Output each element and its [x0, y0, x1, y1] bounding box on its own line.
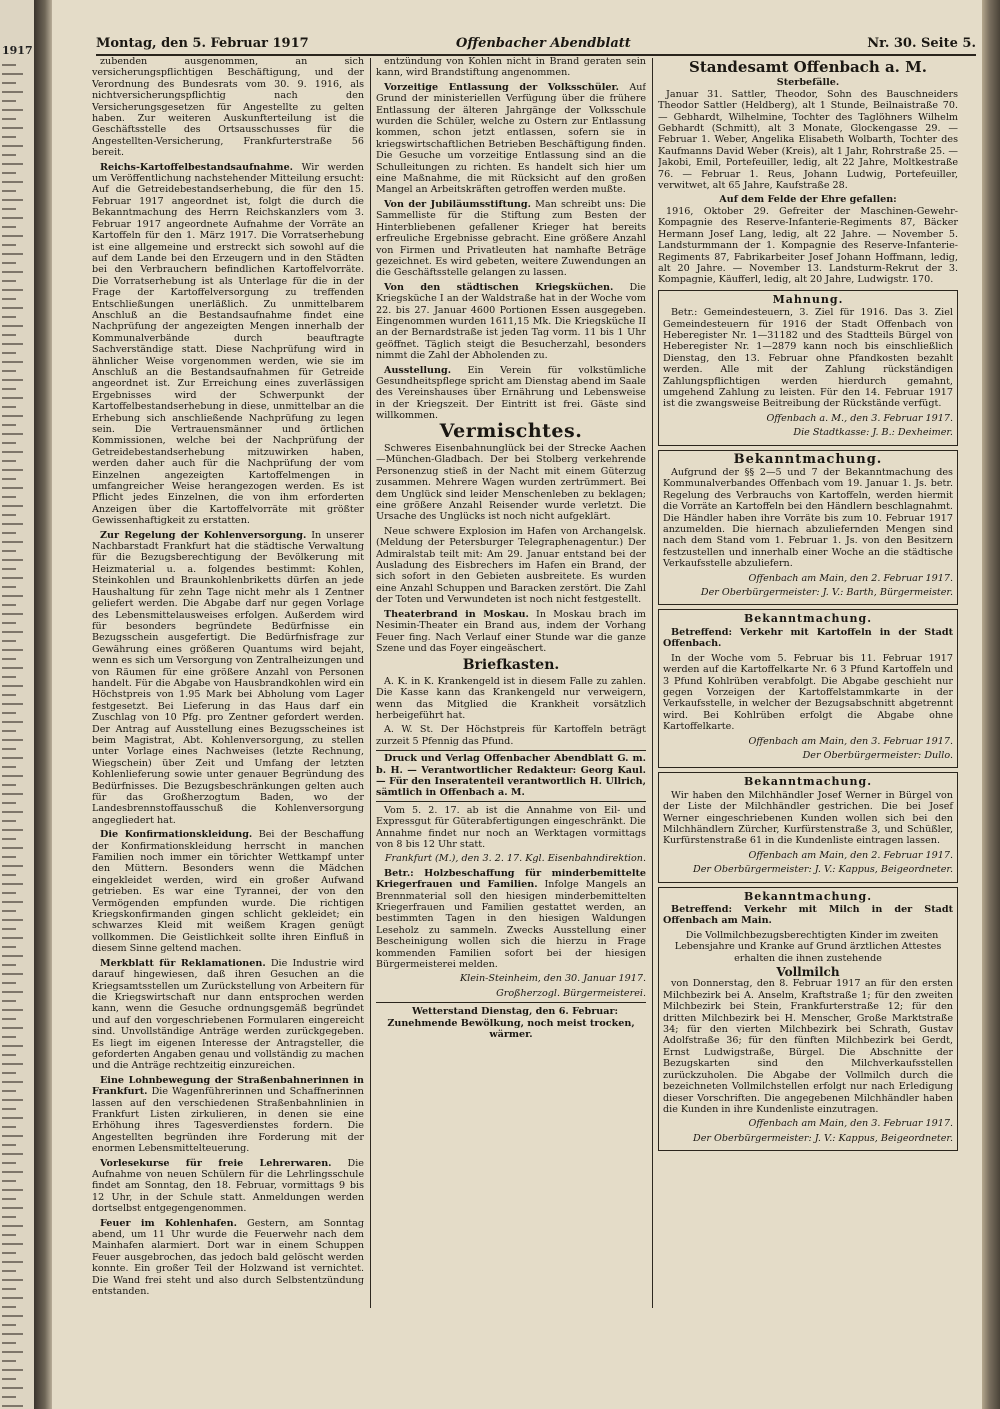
previous-page-line — [2, 1369, 23, 1371]
previous-page-line — [2, 694, 16, 696]
body-theaterbrand: In Moskau brach im Nesimin-Theater ein Brand aus, indem der Vorhang Feuer fing. Nach Verlauf einer Stunde war die ganze Szene und das Foyer eingeäschert. — [376, 608, 646, 654]
previous-page-line — [2, 1108, 16, 1110]
previous-page-line — [2, 622, 16, 624]
body-kriegskuechen: Die Kriegsküche I an der Waldstraße hat in der Woche vom 22. bis 27. Januar 4600 Portionen Essen ausgegeben. Eingenommen wurden 1611,15 Mk. Die Kriegsküche II an der Bernardstraße ist jeden Tag vorm. 11 bis 1 Uhr geöffnet. Täglich steigt die Besucherzahl, besonders nimmt die Zahl der Abholenden zu. — [376, 281, 646, 362]
previous-page-line — [2, 352, 16, 354]
previous-page-line — [2, 406, 16, 408]
previous-page-line — [2, 811, 23, 813]
notice-mahnung-date: Offenbach a. M., den 3. Februar 1917. — [766, 412, 953, 424]
notice-kartoffelverkehr-body: In der Woche vom 5. Februar bis 11. Februar 1917 werden auf die Kartoffelkarte Nr. 6 3 Pfund Kartoffeln und 3 Pfund Kohlrüben verabfolgt. Die Abgabe geschieht nur gegen Vorzeigen der Kartoffelstammkarte in der Verkaufsstelle, in welcher der Bezugsabschnitt abgetrennt wird. Bei Kohlrüben erfolgt die Abgabe ohne Kartoffelkarte. — [663, 652, 953, 733]
previous-page-line — [2, 784, 16, 786]
previous-page-line — [2, 1387, 23, 1389]
previous-page-header: 1917 — [2, 44, 33, 57]
previous-page-line — [2, 946, 16, 948]
previous-page-line — [2, 1081, 23, 1083]
previous-page-line — [2, 1009, 23, 1011]
previous-page-line — [2, 1324, 16, 1326]
body-holzbeschaffung: Infolge Mangels an Brennmaterial soll den hiesigen minderbemittelten Kriegerfrauen und Familien gestattet werden, an bestimmten Tagen in den hiesigen Waldungen Leseholz zu sammeln. Zwecks Ausstellung einer Bescheinigung wollen sich die hierzu in Frage kommenden Familien sofort bei der hiesigen Bürgermeisterei melden. — [376, 879, 646, 971]
previous-page-line — [2, 100, 16, 102]
briefkasten-entry-1: A. K. in K. Krankengeld ist in diesem Falle zu zahlen. Die Kasse kann das Krankengeld nur verweigern, wenn das Mitglied die Krankheit vorsätzlich herbeigeführt hat. — [376, 675, 646, 721]
article-kohlenhafen — [92, 1218, 364, 1298]
body-ausstellung: Ein Verein für volkstümliche Gesundheitspflege spricht am Dienstag abend im Saale des Vereinshauses über Ernährung und Lebensweise in der Kriegszeit. Der Eintritt ist frei. Gäste sind willkommen. — [376, 364, 646, 422]
previous-page-line — [2, 424, 16, 426]
previous-page-line — [2, 325, 23, 327]
notice-vollmilch-date: Offenbach am Main, den 3. Februar 1917. — [748, 1118, 953, 1130]
notice-vollmilch-body: von Donnerstag, den 8. Februar 1917 an für den ersten Milchbezirk bei A. Anselm, Kraftstraße 1; für den zweiten Milchbezirk bei Stein, Frankfurterstraße 12; für den dritten Milchbezirk bei H. Menscher, Große Marktstraße 34; für den vierten Milchbezirk bei Schrath, Gustav Adolfstraße 36; für den fünften Milchbezirk bei Gerdt, Ernst Ludwigstraße, Bürgel. Die Abschnitte der Bezugskarten sind den Milchverkaufsstellen zurückzuholen. Die Abgabe der Vollmilch durch die bezeichneten Vollmilchstellen erfolgt nur nach Erledigung dieser Vorschriften. Die angegebenen Milchhändler haben die Kunden in ihre Kundenliste einzutragen. — [663, 978, 953, 1115]
previous-page-line — [2, 1045, 23, 1047]
previous-page-line — [2, 649, 23, 651]
notice-milchhaendler — [658, 772, 958, 882]
notice-milchhaendler-date: Offenbach am Main, den 2. Februar 1917. — [748, 849, 953, 861]
notice-mahnung-title: Mahnung. — [772, 292, 844, 306]
previous-page-line — [2, 262, 16, 264]
article-volksschueler — [376, 82, 646, 196]
article-ausstellung — [376, 365, 646, 422]
previous-page-line — [2, 244, 16, 246]
article-angestellte: zubenden ausgenommen, an sich versicherungspflichtigen Beschäftigung, und der Verordnung des Bundesrats vom 30. 9. 1916, als nichtversicherungspflichtig nach den Versicherungsgesetzen für Angestellte zu gelten haben. Zur weiteren Auskunfterteilung ist die Geschäftsstelle des Ortsausschusses für die Angestellten-Versicherung, Frankfurterstraße 56 bereit. — [92, 56, 364, 159]
notice-milchhaendler-body: Wir haben den Milchhändler Josef Werner in Bürgel von der Liste der Milchhändler gestrichen. Die bei Josef Werner eingeschriebenen Kunden wollen sich bei den Milchhändlern Zürcher, Kurfürstenstraße 3, und Schüßler, Kurfürstenstraße 61 in die Kundenliste eintragen lassen. — [663, 789, 953, 847]
previous-page-line — [2, 640, 16, 642]
heading-ausstellung: Ausstellung. — [384, 364, 452, 376]
previous-page-line — [2, 568, 16, 570]
heading-volksschueler: Vorzeitige Entlassung der Volksschüler. — [384, 81, 619, 93]
previous-page-line — [2, 190, 16, 192]
previous-page-line — [2, 478, 16, 480]
previous-page-line — [2, 865, 23, 867]
body-jubilaeum: Man schreibt uns: Die Sammelliste für die Stiftung zum Besten der Hinterbliebenen gefallener Krieger hat bereits erfreuliche Ergebnisse gebracht. Eine größere Anzahl von Firmen und Privatleuten hat namhafte Beträge gezeichnet. Es wird gebeten, weitere Zuwendungen an die Geschäftsstelle gelangen zu lassen. — [376, 198, 646, 279]
previous-page-line — [2, 82, 16, 84]
previous-page-line — [2, 343, 23, 345]
previous-page-line — [2, 334, 16, 336]
notice-kartoffelverkehr — [658, 609, 958, 768]
heading-vorlesekurse: Vorlesekurse für freie Lehrerwaren. — [100, 1157, 332, 1169]
previous-page-line — [2, 1333, 23, 1335]
previous-page-line — [2, 307, 23, 309]
previous-page-line — [2, 388, 16, 390]
previous-page-line — [2, 73, 23, 75]
column-rule-2 — [652, 58, 653, 1308]
previous-page-line — [2, 1216, 16, 1218]
previous-page-line — [2, 802, 16, 804]
previous-page-line — [2, 154, 16, 156]
previous-page-line — [2, 1135, 23, 1137]
body-volksschueler: Auf Grund der ministeriellen Verfügung über die frühere Entlassung der älteren Jahrgänge der Volksschule wurden die Schüler, welche zu Ostern zur Entlassung kommen, schon jetzt entlassen, sofern sie in kriegswirtschaftlichen Betrieben Beschäftigung finden. Die Gesuche um vorzeitige Entlassung sind an die Schulleitungen zu richten. Es handelt sich hier um eine Maßnahme, die mit Rücksicht auf den großen Mangel an Arbeitskräften getroffen werden mußte. — [376, 81, 646, 196]
column-rule-1 — [370, 58, 371, 1308]
previous-page-line — [2, 181, 23, 183]
previous-page-line — [2, 748, 16, 750]
previous-page-line — [2, 973, 23, 975]
notice-beschlagnahme-date: Offenbach am Main, den 2. Februar 1917. — [748, 572, 953, 584]
previous-page-line — [2, 730, 16, 732]
article-reklamationen — [92, 958, 364, 1072]
previous-page-line — [2, 1306, 16, 1308]
previous-page-line — [2, 1144, 16, 1146]
previous-page-line — [2, 892, 16, 894]
previous-page-line — [2, 1036, 16, 1038]
notice-kartoffel-beschlagnahme — [658, 450, 958, 606]
previous-page-line — [2, 928, 16, 930]
heading-kriegskuechen: Von den städtischen Kriegsküchen. — [384, 281, 614, 293]
notice-milchhaendler-title: Bekanntmachung. — [743, 775, 873, 789]
article-theaterbrand — [376, 609, 646, 655]
previous-page-line — [2, 1063, 23, 1065]
previous-page-line — [2, 964, 16, 966]
previous-page-line — [2, 874, 16, 876]
previous-page-line — [2, 442, 16, 444]
notice-vollmilch — [658, 887, 958, 1152]
previous-page-line — [2, 667, 23, 669]
previous-page-line — [2, 361, 23, 363]
previous-page-line — [2, 937, 23, 939]
previous-page-line — [2, 982, 16, 984]
previous-page-line — [2, 1207, 23, 1209]
previous-page-line — [2, 919, 23, 921]
previous-page-line — [2, 703, 23, 705]
previous-page-line — [2, 1279, 23, 1281]
previous-page-line — [2, 469, 23, 471]
notice-kartoffelverkehr-subject: Betreffend: Verkehr mit Kartoffeln in der Stadt Offenbach. — [663, 626, 953, 650]
notice-beschlagnahme-body: Aufgrund der §§ 2—5 und 7 der Bekanntmachung des Kommunalverbandes Offenbach vom 19. Januar 1. Js. betr. Regelung des Verbrauchs von Kartoffeln, werden hiermit die Vorräte an Kartoffeln bei den Händlern beschlagnahmt. Die Händler haben ihre Vorräte bis zum 10. Februar 1917 anzumelden. Die hiernach abzuliefernden Mengen sind nach dem Stand vom 1. Februar 1. Js. von den Besitzern festzustellen und innerhalb einer Woche an die städtische Verkaufsstelle abzuliefern. — [663, 467, 953, 570]
previous-page-line — [2, 397, 23, 399]
previous-page-line — [2, 685, 23, 687]
notice-beschlagnahme-signature: Der Oberbürgermeister: J. V.: Barth, Bürgermeister. — [700, 587, 953, 599]
notice-holzbeschaffung — [376, 868, 646, 971]
notice-kartoffelverkehr-date: Offenbach am Main, den 3. Februar 1917. — [748, 735, 953, 747]
previous-page-line — [2, 298, 16, 300]
previous-page-line — [2, 1018, 16, 1020]
notice-vollmilch-signature: Der Oberbürgermeister: J. V.: Kappus, Beigeordneter. — [693, 1132, 953, 1144]
section-title-vermischtes: Vermischtes. — [439, 419, 583, 442]
previous-page-line — [2, 1315, 23, 1317]
column-2 — [376, 56, 646, 1306]
previous-page-line — [2, 1270, 16, 1272]
article-kartoffelbestand — [92, 162, 364, 527]
article-archangelsk: Neue schwere Explosion im Hafen von Archangelsk. (Meldung der Petersburger Telegraphenagentur.) Der Admiralstab teilt mit: Am 29. Januar entstand bei der Ausladung des Eisbrechers im Hafen ein Brand, der sich sofort in den Gebieten ausbreitete. Es wurden eine Anzahl Schuppen und Baracken zerstört. Die Zahl der Toten und Verwundeten ist noch nicht festgestellt. — [376, 525, 646, 606]
previous-page-line — [2, 1027, 23, 1029]
previous-page-line — [2, 712, 16, 714]
masthead-paper-name: Offenbacher Abendblatt — [456, 36, 631, 51]
previous-page-line — [2, 370, 16, 372]
body-reklamationen: Die Industrie wird darauf hingewiesen, daß ihren Gesuchen an die Kriegsamtsstellen um Zurückstellung von Arbeitern für die Kriegswirtschaft nur dann entsprochen werden kann, wenn die Gesuche ordnungsgemäß begründet und auf den vorgeschriebenen Formularen eingereicht sind. Unvollständige Anträge werden zurückgegeben. Es liegt im eigenen Interesse der Antragsteller, die geforderten Angaben genau und vollständig zu machen und die Anträge rechtzeitig einzureichen. — [92, 957, 364, 1072]
section-title-briefkasten: Briefkasten. — [462, 657, 560, 674]
previous-page-line — [2, 1360, 16, 1362]
article-lohnbewegung — [92, 1075, 364, 1155]
notice-eisenbahn: Vom 5. 2. 17. ab ist die Annahme von Eil- und Expressgut für Güterabfertigungen eingeschränkt. Die Annahme findet nur noch an Werktagen vormittags von 8 bis 12 Uhr statt. — [376, 804, 646, 850]
previous-page-line — [2, 1243, 23, 1245]
heading-kartoffelbestand: Reichs-Kartoffelbestandsaufnahme. — [100, 161, 294, 173]
heading-kohlenversorgung: Zur Regelung der Kohlenversorgung. — [100, 529, 307, 541]
previous-page-line — [2, 757, 23, 759]
previous-page-line — [2, 118, 16, 120]
previous-page-line — [2, 109, 23, 111]
notice-mahnung-signature: Die Stadtkasse: J. B.: Dexheimer. — [793, 427, 953, 439]
previous-page-line — [2, 217, 23, 219]
previous-page-line — [2, 1198, 16, 1200]
masthead — [96, 34, 976, 56]
previous-page-line — [2, 991, 23, 993]
previous-page-line — [2, 1117, 23, 1119]
heading-kohlenhafen: Feuer im Kohlenhafen. — [100, 1217, 237, 1229]
previous-page-line — [2, 1378, 16, 1380]
standesamt-sterbefaelle: Januar 31. Sattler, Theodor, Sohn des Bauschneiders Theodor Sattler (Heldberg), alt 1 Stunde, Beilnaistraße 70. — Gebhardt, Wilhelmine, Tochter des Taglöhners Wilhelm Gebhardt (Schmitt), alt 3 Monate, Glockengasse 29. — Februar 1. Weber, Angelika Elisabeth Wolbarth, Tochter des Kaufmanns David Weber (Kreis), alt 1 Jahr, Rohrstraße 25. — Jakobi, Emil, Portefeuiller, ledig, alt 22 Jahre, Moltkestraße 76. — Februar 1. Reus, Johann Ludwig, Portefeuiller, verwitwet, alt 65 Jahre, Kaufstraße 28. — [658, 88, 958, 192]
previous-page-line — [2, 910, 16, 912]
notice-mahnung — [658, 290, 958, 446]
notice-mahnung-body: Betr.: Gemeindesteuern, 3. Ziel für 1916. Das 3. Ziel Gemeindesteuern für 1916 der Stadt Offenbach von Heberegister Nr. 1—31182 und des Stadtteils Bürgel von Heberegister Nr. 1—2879 kann noch bis einschließlich Dienstag, den 13. Februar ohne Pfandkosten bezahlt werden. Alle mit der Zahlung rückständigen Zahlungspflichtigen werden hierdurch gemahnt, umgehend Zahlung zu leisten. Für den 14. Februar 1917 ist die zwangsweise Beitreibung der Rückstände verfügt. — [663, 307, 953, 410]
body-konfirmation: Bei der Beschaffung der Konfirmationskleidung herrscht in manchen Familien noch immer ein törichter Wettkampf unter den Müttern. Besonders wenn die Mädchen eingekleidet werden, wird ein großer Aufwand getrieben. Es war eine Tyrannei, der von den Vermögenden empfunden wurde. Die richtigen Kriegskonfirmanden gingen schlicht gekleidet; ein schwarzes Kleid mit weißem Kragen genügt vollkommen. Die Geistlichkeit sollte ihren Einfluß in diesem Sinne geltend machen. — [92, 829, 364, 955]
previous-page-line — [2, 172, 16, 174]
notice-vollmilch-title: Bekanntmachung. — [743, 889, 873, 903]
previous-page-line — [2, 199, 23, 201]
previous-page-line — [2, 1297, 23, 1299]
notice-milchhaendler-signature: Der Oberbürgermeister: J. V.: Kappus, Beigeordneter. — [693, 864, 953, 876]
previous-page-line — [2, 1072, 16, 1074]
previous-page-line — [2, 514, 16, 516]
previous-page-line — [2, 1180, 16, 1182]
previous-page-line — [2, 163, 23, 165]
previous-page-line — [2, 208, 16, 210]
previous-page-line — [2, 1000, 16, 1002]
previous-page-line — [2, 550, 16, 552]
book-edge — [982, 0, 1000, 1409]
previous-page-line — [2, 280, 16, 282]
previous-page-line — [2, 721, 23, 723]
previous-page-line — [2, 235, 23, 237]
heading-reklamationen: Merkblatt für Reklamationen. — [100, 957, 266, 969]
previous-page-line — [2, 433, 23, 435]
previous-page-line — [2, 487, 23, 489]
previous-page-line — [2, 64, 16, 66]
newspaper-page — [52, 0, 982, 1409]
previous-page-line — [2, 541, 23, 543]
notice-vollmilch-heading: Vollmilch — [776, 965, 840, 980]
previous-page-line — [2, 856, 16, 858]
previous-page-line — [2, 793, 23, 795]
previous-page-line — [2, 1342, 16, 1344]
article-kriegskuechen — [376, 282, 646, 362]
article-vorlesekurse — [92, 1158, 364, 1215]
previous-page-line — [2, 775, 23, 777]
body-kartoffelbestand: Wir werden um Veröffentlichung nachstehender Mitteilung ersucht: Auf die Getreidebestandserhebung, die für den 15. Februar 1917 angeordnet ist, folgt die durch die Bekanntmachung des Herrn Reichskanzlers vom 3. Februar 1917 angeordnete Aufnahme der Vorräte an Kartoffeln für den 1. März 1917. Die Vorratserhebung ist eine allgemeine und erstreckt sich sowohl auf die auf dem Lande bei den Erzeugern und in den Städten bei den Verbrauchern befindlichen Kartoffelvorräte. Die Vorratserhebung ist als Unterlage für die in der Frage der Kartoffelversorgung zu treffenden Entschließungen unerläßlich. Zu unmittelbarem Anschluß an die Bestandsaufnahme findet eine Nachprüfung der angezeigten Mengen innerhalb der Kommunalverbände durch beauftragte Sachverständige statt. Diese Nachprüfung wird in ähnlicher Weise vorgenommen werden, wie sie im Anschluß an die Bestandsaufnahmen für Getreide angeordnet ist. Zur Erreichung eines zuverlässigen Ergebnisses wird der Schwerpunkt der Kartoffelbestandserhebung in diese, unmittelbar an die Erhebung sich anschließende Nachprüfung zu legen sein. Die Vertrauensmänner und örtlichen Kommissionen, welche bei der Nachprüfung der Getreidebestandserhebung mitzuwirken haben, werden daher auch für die Nachprüfung der vom Einzelnen angezeigten Kartoffelmengen in umfangreicher Weise herangezogen werden. Es ist Pflicht jedes Einzelnen, die von ihm erforderten Anzeigen über die Kartoffelvorräte mit größter Gewissenhaftigkeit zu erstatten. — [92, 161, 364, 527]
previous-page-line — [2, 289, 23, 291]
previous-page-line — [2, 316, 16, 318]
imprint: Druck und Verlag Offenbacher Abendblatt G. m. b. H. — Verantwortlicher Redakteur: Georg Kaul. — Für den Inseratenteil verantwortlich H. Ullrich, sämtlich in Offenbach a. M. — [376, 750, 646, 802]
body-vorlesekurse: Die Aufnahme von neuen Schülern für die Lehrlingsschule findet am Sonntag, den 18. Februar, vormittags 9 bis 12 Uhr, in der Schule statt. Anmeldungen werden dortselbst entgegengenommen. — [92, 1157, 364, 1215]
column-1 — [92, 56, 364, 1306]
article-jubilaeum — [376, 199, 646, 279]
previous-page-line — [2, 1171, 23, 1173]
previous-page-line — [2, 829, 23, 831]
previous-page-line — [2, 586, 16, 588]
previous-page-line — [2, 1225, 23, 1227]
previous-page-line — [2, 955, 23, 957]
previous-page-line — [2, 1162, 16, 1164]
previous-page-line — [2, 766, 16, 768]
previous-page-line — [2, 1396, 16, 1398]
briefkasten-entry-2: A. W. St. Der Höchstpreis für Kartoffeln beträgt zurzeit 5 Pfennig das Pfund. — [376, 724, 646, 747]
previous-page-line — [2, 271, 23, 273]
previous-page-line — [2, 415, 23, 417]
previous-page-line — [2, 631, 23, 633]
previous-page-line — [2, 820, 16, 822]
previous-page-line — [2, 847, 23, 849]
previous-page-line — [2, 460, 16, 462]
heading-holzbeschaffung: Betr.: Holzbeschaffung für minderbemittelte Kriegerfrauen und Familien. — [376, 867, 646, 891]
holzbeschaffung-date: Klein-Steinheim, den 30. Januar 1917. — [460, 973, 646, 985]
previous-page-line — [2, 505, 23, 507]
body-kohlenhafen: Gestern, am Sonntag abend, um 11 Uhr wurde die Feuerwehr nach dem Mainhafen alarmiert. Dort war in einem Schuppen Feuer ausgebrochen, das jedoch bald gelöscht werden konnte. Ein großer Teil der Holzwand ist vernichtet. Die Wand frei steht und also durch Selbstentzündung entstanden. — [92, 1217, 364, 1298]
standesamt-title: Standesamt Offenbach a. M. — [689, 58, 927, 76]
previous-page-line — [2, 1126, 16, 1128]
column-3 — [658, 56, 958, 1306]
previous-page-line — [2, 1252, 16, 1254]
previous-page-line — [2, 532, 16, 534]
previous-page-line — [2, 676, 16, 678]
notice-kartoffelverkehr-title: Bekanntmachung. — [743, 612, 873, 626]
previous-page-line — [2, 883, 23, 885]
previous-page-line — [2, 1090, 16, 1092]
binding-gutter — [34, 0, 52, 1409]
article-konfirmation — [92, 829, 364, 954]
previous-page-line — [2, 577, 23, 579]
previous-page-line — [2, 523, 23, 525]
standesamt-sterbefaelle-heading: Sterbefälle. — [776, 77, 840, 89]
article-kohlenversorgung — [92, 530, 364, 827]
previous-page-line — [2, 226, 16, 228]
heading-konfirmation: Die Konfirmationskleidung. — [100, 829, 253, 841]
previous-page-line — [2, 613, 23, 615]
notice-beschlagnahme-title: Bekanntmachung. — [733, 451, 883, 467]
heading-lohnbewegung: Eine Lohnbewegung der Straßenbahnerinnen in Frankfurt. — [92, 1074, 364, 1098]
previous-page-line — [2, 658, 16, 660]
previous-page-line — [2, 127, 23, 129]
previous-page-line — [2, 595, 23, 597]
previous-page-line — [2, 1261, 23, 1263]
masthead-page-number: Nr. 30. Seite 5. — [867, 36, 976, 51]
standesamt-gefallene: 1916, Oktober 29. Gefreiter der Maschinen-Gewehr-Kompagnie des Reserve-Infanterie-Regiments 87, Bäcker Hermann Josef Lang, ledig, alt 22 Jahre. — November 5. Landsturmmann der 1. Kompagnie des Reserve-Infanterie-Regiments 87, Fabrikarbeiter Josef Johann Hoffmann, ledig, alt 20 Jahre. — November 13. Landsturm-Rekrut der 3. Kompagnie, Käufferl, ledig, alt 20 Jahre, Ludwigstr. 170. — [658, 205, 958, 286]
previous-page-line — [2, 1189, 23, 1191]
notice-eisenbahn-signature: Frankfurt (M.), den 3. 2. 17. Kgl. Eisenbahndirektion. — [384, 853, 646, 865]
previous-page-line — [2, 253, 23, 255]
masthead-date: Montag, den 5. Februar 1917 — [96, 36, 309, 51]
previous-page-text-lines — [0, 64, 34, 1407]
previous-page-line — [2, 91, 23, 93]
previous-page-line — [2, 1153, 23, 1155]
weather-report: Wetterstand Dienstag, den 6. Februar: Zunehmende Bewölkung, noch meist trocken, wärmer. — [376, 1002, 646, 1040]
previous-page-line — [2, 901, 23, 903]
holzbeschaffung-signature: Großherzogl. Bürgermeisterei. — [496, 987, 646, 999]
notice-vollmilch-recipients: Die Vollmilchbezugsberechtigten Kinder im zweiten Lebensjahre und Kranke auf Grund ärztlichen Attestes erhalten die ihnen zustehende — [674, 929, 942, 964]
article-eisenbahnunglueck: Schweres Eisenbahnunglück bei der Strecke Aachen—München-Gladbach. Der bei Stolberg verkehrende Personenzug stieß in der Nacht mit einem Güterzug zusammen. Mehrere Wagen wurden zertrümmert. Bei dem Unglück sind leider Menschenleben zu beklagen; eine größere Anzahl Reisender wurde verletzt. Die Ursache des Unglücks ist noch nicht aufgeklärt. — [376, 443, 646, 523]
article-brand-cont: entzündung von Kohlen nicht in Brand geraten sein kann, wird Brandstiftung angenommen. — [376, 56, 646, 79]
previous-page-line — [2, 559, 23, 561]
previous-page-line — [2, 838, 16, 840]
previous-page-line — [2, 604, 16, 606]
notice-kartoffelverkehr-signature: Der Oberbürgermeister: Dullo. — [802, 749, 953, 761]
previous-page-line — [2, 451, 23, 453]
notice-vollmilch-subject: Betreffend: Verkehr mit Milch in der Stadt Offenbach am Main. — [663, 904, 953, 927]
previous-page-edge — [0, 0, 35, 1409]
previous-page-line — [2, 136, 16, 138]
previous-page-line — [2, 1054, 16, 1056]
previous-page-line — [2, 1288, 16, 1290]
previous-page-line — [2, 1234, 16, 1236]
previous-page-line — [2, 496, 16, 498]
heading-jubilaeum: Von der Jubiläumsstiftung. — [384, 198, 531, 210]
previous-page-line — [2, 1351, 23, 1353]
previous-page-line — [2, 1405, 23, 1407]
body-kohlenversorgung: In unserer Nachbarstadt Frankfurt hat die städtische Verwaltung für die Bezugsberechtigung der Bevölkerung mit Heizmaterial u. a. folgendes bestimmt: Kohlen, Steinkohlen und Braunkohlenbriketts dürfen an jede Haushaltung für zehn Tage nicht mehr als 1 Zentner geliefert werden. Die Abgabe darf nur gegen Vorlage des Lebensmittelausweises erfolgen. Außerdem wird für besonders begründete Bedürfnisse ein Bezugsschein ausgefertigt. Die Bedürfnisfrage zur Gewährung eines größeren Quantums wird bejaht, wenn es sich um Versorgung von Zentralheizungen und von Räumen für eine größere Anzahl von Personen handelt. Für die Abgabe von Hausbrandkohlen wird ein Höchstpreis von 1.95 Mark bei Abholung vom Lager festgesetzt. Bei Lieferung in das Haus darf ein Zuschlag von 10 Pfg. pro Zentner gefordert werden. Der Antrag auf Ausstellung eines Bezugsscheines ist beim Magistrat, Abt. Kohlenversorgung, zu stellen unter Vorlage eines Nachweises (letzte Rechnung, Wiegschein) über Zeit und Umfang der letzten Kohlenlieferung sowie unter genauer Begründung des Bedürfnisses. Die Bezugsbeschränkungen gelten auch für das Großherzogtum Baden, wo der Landesbrennstoffausschuß die Kohlenversorgung angegliedert hat. — [92, 529, 364, 826]
body-lohnbewegung: Die Wagenführerinnen und Schaffnerinnen lassen auf den verschiedenen Straßenbahnlinien in Frankfurt Listen zirkulieren, in denen sie eine Erhöhung ihres Tagesverdienstes fordern. Die Angestellten begründen ihre Forderung mit der enormen Lebensmittelteuerung. — [92, 1086, 364, 1155]
previous-page-line — [2, 145, 23, 147]
standesamt-gefallene-heading: Auf dem Felde der Ehre gefallen: — [719, 194, 897, 206]
previous-page-line — [2, 739, 23, 741]
previous-page-line — [2, 379, 23, 381]
heading-theaterbrand: Theaterbrand in Moskau. — [384, 608, 529, 620]
previous-page-line — [2, 1099, 23, 1101]
